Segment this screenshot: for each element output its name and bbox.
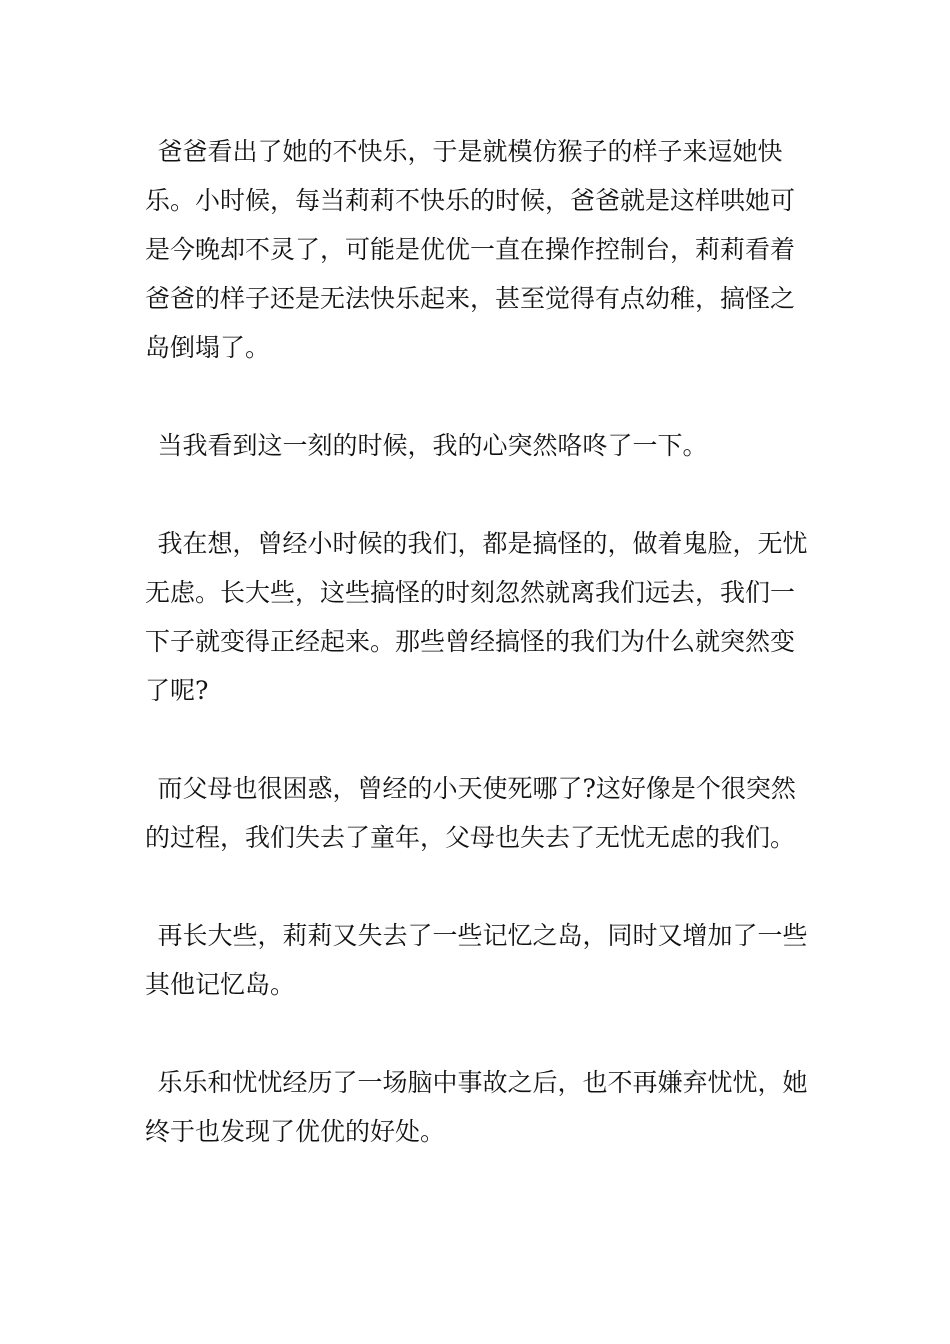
paragraph-2: 当我看到这一刻的时候，我的心突然咯咚了一下。	[157, 431, 708, 460]
paragraph-3: 我在想，曾经小时候的我们，都是搞怪的，做着鬼脸，无忧无虑。长大些，这些搞怪的时刻忽然就离我们远去，我们一下子就变得正经起来。那些曾经搞怪的我们为什么就突然变了呢?	[145, 529, 808, 705]
paragraph-6: 乐乐和忧忧经历了一场脑中事故之后，也不再嫌弃忧忧，她终于也发现了优优的好处。	[145, 1068, 808, 1146]
paragraph-1: 爸爸看出了她的不快乐，于是就模仿猴子的样子来逗她快乐。小时候，每当莉莉不快乐的时候，爸爸就是这样哄她可是今晚却不灵了，可能是优优一直在操作控制台，莉莉看着爸爸的样子还是无法快乐起来，甚至觉得有点幼稚，搞怪之岛倒塌了。	[145, 137, 796, 362]
paragraph-4: 而父母也很困惑，曾经的小天使死哪了?这好像是个很突然的过程，我们失去了童年，父母也失去了无忧无虑的我们。	[145, 774, 796, 852]
document-body	[145, 127, 810, 1156]
paragraph-5: 再长大些，莉莉又失去了一些记忆之岛，同时又增加了一些其他记忆岛。	[145, 921, 808, 999]
